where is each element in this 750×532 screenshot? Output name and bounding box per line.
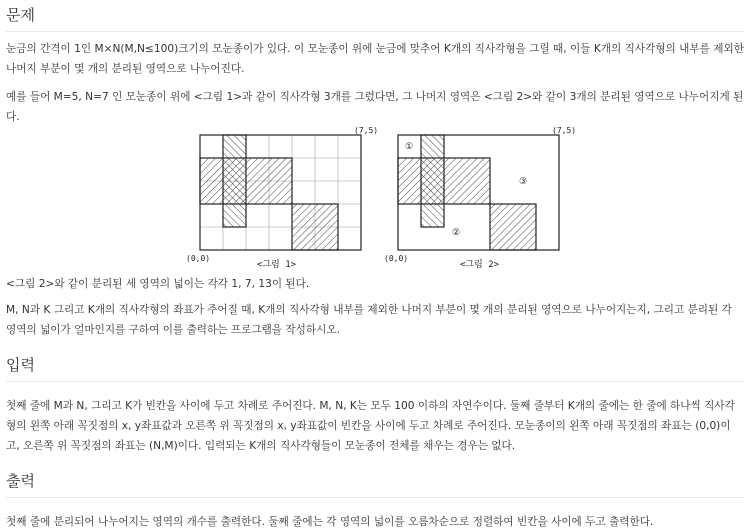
figures — [6, 127, 744, 271]
origin-label-2: (0,0) — [384, 254, 409, 263]
region-label-1: ① — [405, 142, 414, 152]
figure-2 — [384, 127, 576, 270]
rectangle-b — [223, 135, 246, 227]
caption-1: <그림 1> — [257, 260, 297, 270]
corner-label-1: (7,5) — [354, 127, 379, 135]
problem-paragraph-3: <그림 2>와 같이 분리된 세 영역의 넓이는 각각 1, 7, 13이 된다. — [6, 278, 310, 290]
figure-1 — [186, 127, 378, 270]
rectangle-c — [292, 204, 338, 250]
origin-label-1: (0,0) — [186, 254, 211, 263]
region-label-3: ③ — [519, 177, 528, 187]
input-heading: 입력 — [6, 350, 744, 382]
problem-paragraph-1: 눈금의 간격이 1인 M×N(M,N≤100)크기의 모눈종이가 있다. 이 모눈종이 위에 눈금에 맞추어 K개의 직사각형을 그릴 때, 이들 K개의 직사각형의 내부를 제외한 나머지 부분이 몇 개의 분리된 영역으로 나누어진다. — [6, 43, 744, 75]
output-heading: 출력 — [6, 466, 744, 498]
problem-paragraph-4: M, N과 K 그리고 K개의 직사각형의 좌표가 주어질 때, K개의 직사각형 내부를 제외한 나머지 부분이 몇 개의 분리된 영역으로 나누어지는지, 그리고 분리된 각 영역의 넓이가 얼마인지를 구하여 이를 출력하는 프로그램을 작성하시오. — [6, 304, 732, 336]
rectangle-c — [490, 204, 536, 250]
corner-label-2: (7,5) — [552, 127, 577, 135]
caption-2: <그림 2> — [460, 260, 500, 270]
input-description: 첫째 줄에 M과 N, 그리고 K가 빈칸을 사이에 두고 차례로 주어진다. M, N, K는 모두 100 이하의 자연수이다. 둘째 줄부터 K개의 줄에는 한 줄에 하나씩 직사각형의 왼쪽 아래 꼭짓점의 x, y좌표값과 오른쪽 위 꼭짓점의 x, y좌표값이 빈칸을 사이에 두고 차례로 주어진다. 모눈종이의 왼쪽 아래 꼭짓점의 좌표는 (0,0)이고, 오른쪽 위 꼭짓점의 좌표는 (N,M)이다. 입력되는 K개의 직사각형들이 모눈종이 전체를 채우는 경우는 없다. — [6, 400, 735, 452]
problem-section — [6, 0, 744, 24]
figures-svg — [6, 127, 744, 271]
region-label-2: ② — [452, 228, 461, 238]
problem-paragraph-2: 예를 들어 M=5, N=7 인 모눈종이 위에 <그림 1>과 같이 직사각형 3개를 그렸다면, 그 나머지 영역은 <그림 2>와 같이 3개의 분리된 영역으로 나누어지게 된다. — [6, 91, 744, 123]
output-section — [6, 466, 744, 498]
rectangle-b — [421, 135, 444, 227]
input-section — [6, 350, 744, 382]
problem-heading: 문제 — [6, 0, 744, 32]
output-description: 첫째 줄에 분리되어 나누어지는 영역의 개수를 출력한다. 둘째 줄에는 각 영역의 넓이를 오름차순으로 정렬하여 빈칸을 사이에 두고 출력한다. — [6, 516, 654, 528]
